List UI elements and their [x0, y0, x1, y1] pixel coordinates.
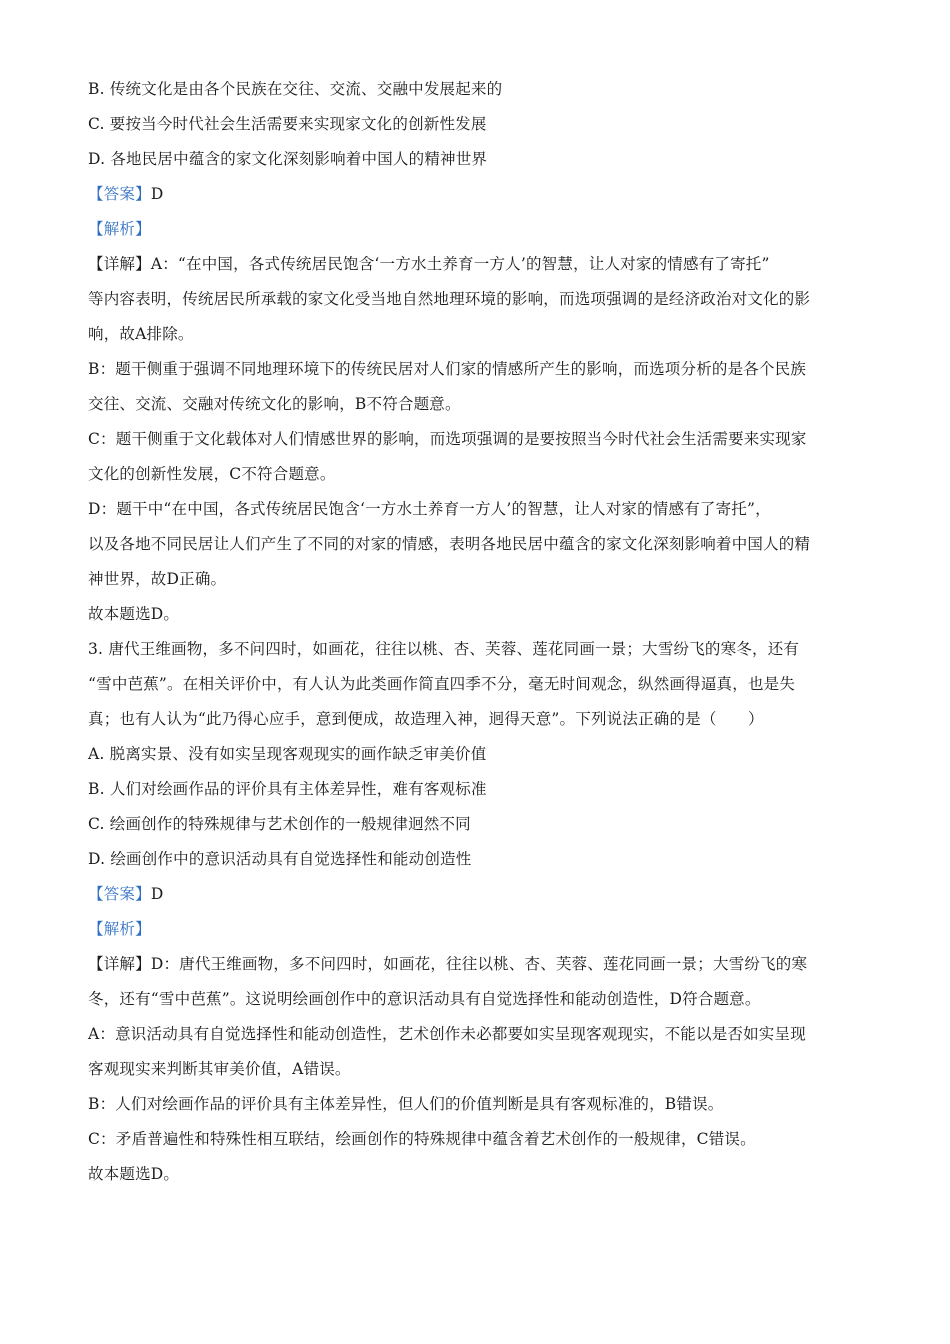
- q3-answer: [88, 877, 868, 912]
- q2-option-c: C. 要按当今时代社会生活需要来实现家文化的创新性发展: [88, 115, 487, 133]
- answer-tag: 【答案】: [88, 885, 151, 903]
- detail-tag: 【详解】: [88, 255, 151, 273]
- q2-detail-line: D：题干中“在中国，各式传统居民饱含‘一方水土养育一方人’的智慧，让人对家的情感有了寄托”，: [88, 500, 771, 518]
- q3-stem-line: 真；也有人认为“此乃得心应手，意到便成，故造理入神，迥得天意”。下列说法正确的是（ ）: [88, 710, 764, 728]
- q2-detail-line: B：题干侧重于强调不同地理环境下的传统民居对人们家的情感所产生的影响，而选项分析的是各个民族: [88, 360, 807, 378]
- q3-stem-line: “雪中芭蕉”。在相关评价中，有人认为此类画作简直四季不分，毫无时间观念，纵然画得逼真，也是失: [88, 675, 796, 693]
- q3-detail-line: 冬，还有“雪中芭蕉”。这说明绘画创作中的意识活动具有自觉选择性和能动创造性，D符合题意。: [88, 990, 761, 1008]
- q2-detail-line: 以及各地不同民居让人们产生了不同的对家的情感，表明各地民居中蕴含的家文化深刻影响着中国人的精: [88, 535, 811, 553]
- q2-conclusion: 故本题选D。: [88, 605, 180, 623]
- q2-detail-line: C：题干侧重于文化载体对人们情感世界的影响，而选项强调的是要按照当今时代社会生活需要来实现家: [88, 430, 807, 448]
- q2-detail-line: 神世界，故D正确。: [88, 570, 227, 588]
- q2-detail-line: 等内容表明，传统居民所承载的家文化受当地自然地理环境的影响，而选项强调的是经济政治对文化的影: [88, 290, 811, 308]
- q2-detail-line: 交往、交流、交融对传统文化的影响，B不符合题意。: [88, 395, 461, 413]
- answer-value: D: [150, 885, 164, 903]
- q3-detail-line: B：人们对绘画作品的评价具有主体差异性，但人们的价值判断是具有客观标准的，B错误。: [88, 1095, 724, 1113]
- q3-option-d: D. 绘画创作中的意识活动具有自觉选择性和能动创造性: [88, 850, 472, 868]
- q3-option-a: A. 脱离实景、没有如实呈现客观现实的画作缺乏审美价值: [88, 745, 487, 763]
- detail-tag: 【详解】: [88, 955, 151, 973]
- q2-option-d: D. 各地民居中蕴含的家文化深刻影响着中国人的精神世界: [88, 150, 488, 168]
- analysis-tag: 【解析】: [88, 920, 151, 938]
- q3-option-b: B. 人们对绘画作品的评价具有主体差异性，难有客观标准: [88, 780, 487, 798]
- q3-option-c: C. 绘画创作的特殊规律与艺术创作的一般规律迥然不同: [88, 815, 471, 833]
- q2-answer: [88, 177, 868, 212]
- q2-detail-line: 响，故A排除。: [88, 325, 194, 343]
- q2-detail-line: 文化的创新性发展，C不符合题意。: [88, 465, 336, 483]
- q3-detail-line: 客观现实来判断其审美价值，A错误。: [88, 1060, 351, 1078]
- q3-analysis-heading: [88, 912, 868, 947]
- q3-detail-line: A：意识活动具有自觉选择性和能动创造性，艺术创作未必都要如实呈现客观现实，不能以是否如实呈现: [88, 1025, 806, 1043]
- q3-stem-line: 3. 唐代王维画物，多不问四时，如画花，往往以桃、杏、芙蓉、莲花同画一景；大雪纷飞的寒冬，还有: [88, 640, 800, 658]
- q2-option-b: B. 传统文化是由各个民族在交往、交流、交融中发展起来的: [88, 80, 503, 98]
- q3-detail-line: 【详解】D：唐代王维画物，多不问四时，如画花，往往以桃、杏、芙蓉、莲花同画一景；大雪纷飞的寒: [88, 955, 808, 973]
- q2-analysis-heading: [88, 212, 868, 247]
- analysis-tag: 【解析】: [88, 220, 151, 238]
- answer-value: D: [150, 185, 164, 203]
- document-page: [88, 72, 868, 1192]
- q2-detail-line: 【详解】A：“在中国，各式传统居民饱含‘一方水土养育一方人’的智慧，让人对家的情感有了寄托”: [88, 255, 770, 273]
- answer-tag: 【答案】: [88, 185, 151, 203]
- q3-conclusion: 故本题选D。: [88, 1165, 180, 1183]
- q3-detail-line: C：矛盾普遍性和特殊性相互联结，绘画创作的特殊规律中蕴含着艺术创作的一般规律，C错误。: [88, 1130, 756, 1148]
